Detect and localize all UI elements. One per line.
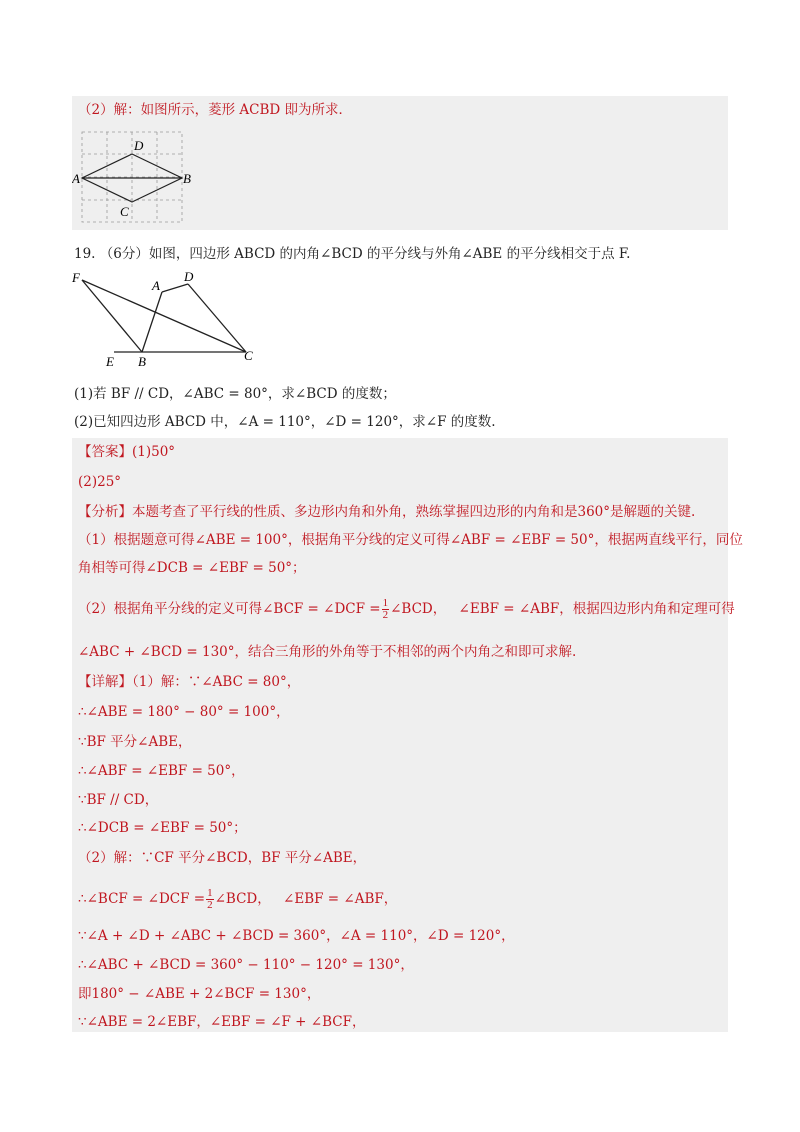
fraction-half-2 [206,888,214,911]
question-text: （6分）如图，四边形 ABCD 的内角∠BCD 的平分线与外角∠ABE 的平分线相交于点 F. [99,246,631,262]
detail-line-3: ∵BF 平分∠ABE， [78,734,192,750]
label-d: D [134,138,144,153]
analysis-line-4 [78,598,735,621]
analysis-line-4-b: ∠BCD， [390,601,447,617]
fraction-numerator: 1 [382,597,389,609]
detail-line-12: ∵∠ABE = 2∠EBF，∠EBF = ∠F + ∠BCF， [78,1014,366,1030]
detail-line-6: ∴∠DCB = ∠EBF = 50°； [78,820,247,836]
question-number: 19. [74,246,96,262]
detail-line-10: ∴∠ABC + ∠BCD = 360° − 110° − 120° = 130°， [78,957,414,973]
sub-question-2: (2)已知四边形 ABCD 中，∠A = 110°，∠D = 120°，求∠F 的度数. [74,414,496,430]
analysis-line-5: ∠ABC + ∠BCD = 130°，结合三角形的外角等于不相邻的两个内角之和即可求解. [78,644,577,660]
segment-ad [162,284,188,292]
label-e: E [106,354,114,369]
analysis-line-1: 【分析】本题考查了平行线的性质、多边形内角和外角，熟练掌握四边形的内角和是360°是解题的关键. [78,504,696,520]
analysis-line-2: （1）根据题意可得∠ABE = 100°，根据角平分线的定义可得∠ABF = ∠EBF = 50°，根据两直线平行，同位 [78,532,743,548]
analysis-line-4-c: ∠EBF = ∠ABF，根据四边形内角和定理可得 [458,601,735,617]
detail-line-11: 即180° − ∠ABE + 2∠BCF = 130°， [78,986,321,1002]
label-b: B [138,354,146,369]
answer-1: (1)50° [132,444,176,460]
rhombus-figure [72,128,192,224]
label-a: A [152,278,160,293]
answer-line-1 [78,442,175,462]
quadrilateral-figure [68,268,268,372]
sub-question-1: (1)若 BF // CD，∠ABC = 80°，求∠BCD 的度数； [74,386,396,402]
detail-line-4: ∴∠ABF = ∠EBF = 50°， [78,763,245,779]
fraction-half [382,598,390,621]
label-d: D [184,269,194,284]
segment-ba [142,292,162,352]
part2-solution-text: （2）解：如图所示，菱形 ACBD 即为所求． [78,102,352,118]
detail-line-1: 【详解】（1）解：∵∠ABC = 80°， [78,674,301,690]
detail-line-8-a: ∴∠BCF = ∠DCF = [78,891,206,907]
detail-line-5: ∵BF // CD， [78,792,159,808]
detail-line-8-c: ∠EBF = ∠ABF， [283,891,398,907]
fraction-denominator-2: 2 [207,899,213,911]
detail-line-7: （2）解：∵CF 平分∠BCD，BF 平分∠ABE， [78,850,367,866]
segment-fb [82,280,142,352]
label-c: C [120,204,129,219]
fraction-denominator: 2 [382,609,389,621]
label-b: B [183,171,191,186]
answer-line-2: (2)25° [78,474,122,490]
fraction-numerator-2: 1 [207,887,213,899]
detail-line-8-b: ∠BCD， [214,891,271,907]
analysis-line-4-a: （2）根据角平分线的定义可得∠BCF = ∠DCF = [78,601,381,617]
detail-line-8 [78,888,397,911]
segment-dc [188,284,246,352]
label-c: C [244,348,253,363]
detail-line-2: ∴∠ABE = 180° − 80° = 100°， [78,704,290,720]
answer-label: 【答案】 [78,444,132,460]
question-19 [74,244,630,264]
label-f: F [72,270,80,285]
label-a: A [72,171,80,186]
grid-lines [82,132,182,222]
analysis-line-3: 角相等可得∠DCB = ∠EBF = 50°； [78,560,306,576]
detail-line-9: ∵∠A + ∠D + ∠ABC + ∠BCD = 360°，∠A = 110°，∠D = 120°， [78,928,515,944]
